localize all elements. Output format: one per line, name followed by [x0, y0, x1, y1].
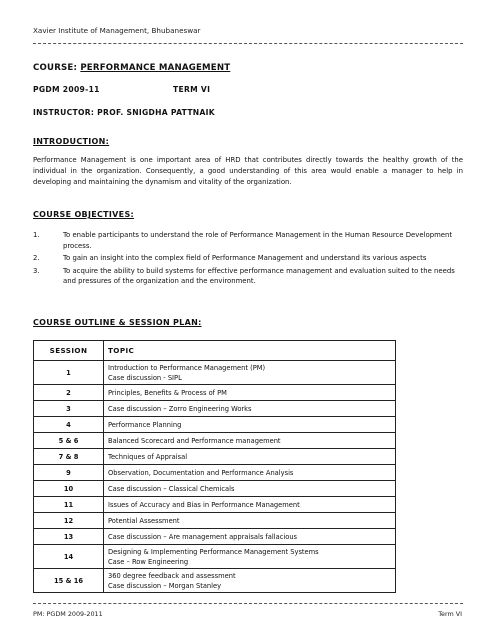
session-number: 11	[34, 497, 104, 513]
footer-divider	[33, 603, 463, 604]
objective-number: 3.	[33, 266, 40, 275]
session-topic: Performance Planning	[104, 417, 396, 433]
table-row	[34, 497, 396, 513]
table-row	[34, 417, 396, 433]
session-topic: Case discussion – Zorro Engineering Works	[104, 401, 396, 417]
objectives-list	[33, 230, 463, 289]
session-number: 3	[34, 401, 104, 417]
topic-line: Designing & Implementing Performance Management Systems	[108, 547, 319, 556]
session-topic: Potential Assessment	[104, 513, 396, 529]
objectives-heading: COURSE OBJECTIVES:	[33, 210, 135, 219]
footer-term: Term VI	[438, 610, 462, 618]
session-number: 5 & 6	[34, 433, 104, 449]
course-label: COURSE:	[33, 63, 78, 73]
session-topic: Case discussion – Classical Chemicals	[104, 481, 396, 497]
instructor-line: INSTRUCTOR: PROF. SNIGDHA PATTNAIK	[33, 108, 215, 117]
session-topic: Techniques of Appraisal	[104, 449, 396, 465]
course-title	[33, 63, 230, 73]
course-name: PERFORMANCE MANAGEMENT	[80, 63, 231, 73]
objective-item	[33, 230, 463, 251]
topic-column-header: TOPIC	[104, 341, 396, 361]
session-number: 4	[34, 417, 104, 433]
table-row	[34, 545, 396, 569]
session-topic	[104, 569, 396, 593]
session-plan-table	[33, 340, 396, 593]
table-row	[34, 513, 396, 529]
program-label: PGDM 2009-11	[33, 85, 100, 94]
topic-line: Case – Row Engineering	[108, 557, 189, 566]
topic-line: Case discussion - SIPL	[108, 373, 182, 382]
introduction-text: Performance Management is one important area of HRD that contributes directly towards the healthy growth of the individual in the organization. Consequently, a good understanding of this area would enable a manager to help in developing and maintaining the dynamism and vitality of the organization.	[33, 156, 463, 187]
objective-item	[33, 266, 463, 287]
table-header-row	[34, 341, 396, 361]
page-header: Xavier Institute of Management, Bhubaneswar	[33, 26, 201, 35]
table-row	[34, 481, 396, 497]
session-number: 9	[34, 465, 104, 481]
table-row	[34, 529, 396, 545]
session-number: 7 & 8	[34, 449, 104, 465]
session-number: 1	[34, 361, 104, 385]
session-topic: Principles, Benefits & Process of PM	[104, 385, 396, 401]
program-row	[33, 85, 211, 94]
table-row	[34, 449, 396, 465]
term-label: TERM VI	[173, 85, 211, 94]
table-row	[34, 401, 396, 417]
footer-program: PM: PGDM 2009-2011	[33, 610, 103, 618]
session-topic: Observation, Documentation and Performance Analysis	[104, 465, 396, 481]
session-number: 13	[34, 529, 104, 545]
session-column-header: SESSION	[34, 341, 104, 361]
objective-text: To acquire the ability to build systems for effective performance management and evaluation suited to the needs and pressures of the organization and the environment.	[63, 266, 455, 286]
outline-heading: COURSE OUTLINE & SESSION PLAN:	[33, 318, 202, 327]
session-number: 12	[34, 513, 104, 529]
session-number: 10	[34, 481, 104, 497]
session-topic: Issues of Accuracy and Bias in Performance Management	[104, 497, 396, 513]
session-number: 15 & 16	[34, 569, 104, 593]
table-row	[34, 361, 396, 385]
session-topic: Case discussion – Are management appraisals fallacious	[104, 529, 396, 545]
header-divider	[33, 43, 463, 44]
session-number: 2	[34, 385, 104, 401]
topic-line: Case discussion – Morgan Stanley	[108, 581, 222, 590]
session-topic	[104, 361, 396, 385]
session-number: 14	[34, 545, 104, 569]
table-row	[34, 465, 396, 481]
objective-number: 1.	[33, 231, 40, 239]
topic-line: 360 degree feedback and assessment	[108, 571, 236, 580]
topic-line: Introduction to Performance Management (PM)	[108, 363, 266, 372]
table-row	[34, 385, 396, 401]
session-topic: Balanced Scorecard and Performance management	[104, 433, 396, 449]
table-row	[34, 433, 396, 449]
objective-number: 2.	[33, 254, 40, 263]
objective-item	[33, 253, 463, 264]
session-topic	[104, 545, 396, 569]
objective-text: To enable participants to understand the role of Performance Management in the Human Resource Development process.	[63, 231, 453, 250]
objective-text: To gain an insight into the complex field of Performance Management and understand its various aspects	[63, 254, 427, 263]
table-row	[34, 569, 396, 593]
introduction-heading: INTRODUCTION:	[33, 137, 110, 146]
